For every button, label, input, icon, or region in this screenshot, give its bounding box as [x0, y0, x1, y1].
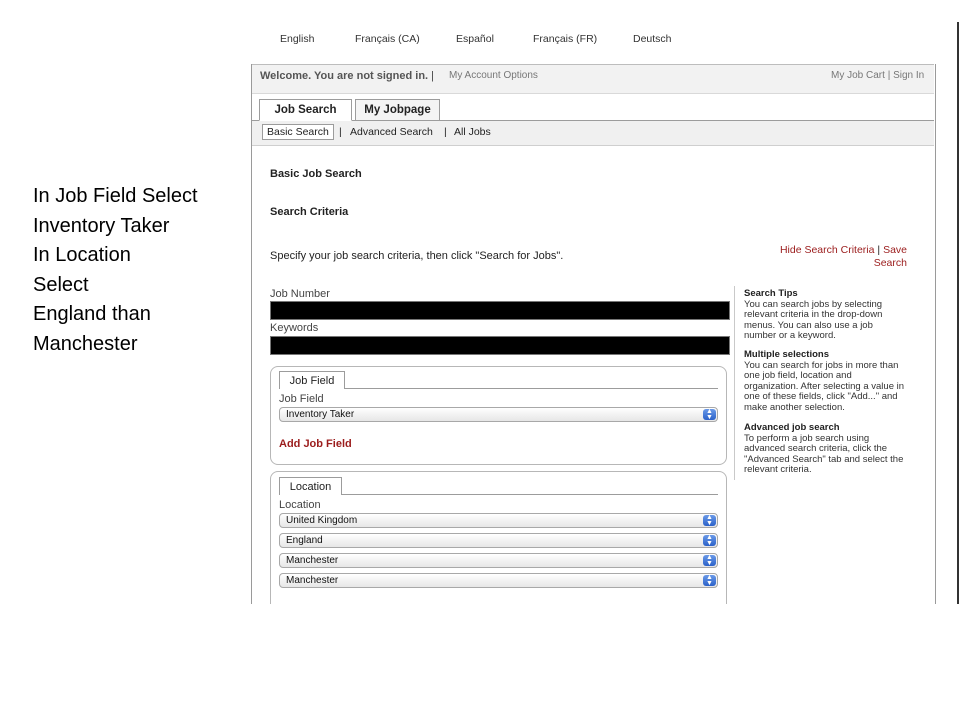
updown-arrow-icon: ▲ ▼: [703, 575, 716, 586]
tab-job-search[interactable]: Job Search: [259, 99, 352, 121]
tip-title: Multiple selections: [744, 349, 829, 360]
subtab-all-jobs[interactable]: All Jobs: [454, 126, 491, 138]
welcome-message: [260, 70, 434, 82]
account-options-link[interactable]: My Account Options: [449, 70, 538, 81]
tip-line: You can search jobs by selecting: [744, 298, 883, 310]
welcome-text: Welcome. You are not signed in.: [260, 70, 429, 82]
instruction-line: Manchester: [33, 332, 138, 355]
updown-arrow-icon: ▲ ▼: [703, 555, 716, 566]
hide-criteria-link[interactable]: Hide Search Criteria: [779, 244, 875, 256]
search-tips-block: [744, 289, 922, 342]
tip-line: organization. After selecting a value in: [744, 380, 905, 392]
page-title: Basic Job Search: [270, 168, 362, 180]
updown-arrow-icon: ▲ ▼: [703, 515, 716, 526]
tip-line: make another selection.: [744, 401, 845, 413]
country-value: United Kingdom: [286, 515, 358, 526]
language-french-ca-link[interactable]: Français (CA): [355, 33, 420, 45]
language-english-link[interactable]: English: [280, 33, 315, 45]
search-criteria-links: [774, 244, 907, 270]
window-edge: [957, 22, 959, 604]
tab-my-jobpage[interactable]: My Jobpage: [355, 99, 440, 120]
header-links: [831, 70, 924, 81]
subtab-basic-search[interactable]: Basic Search: [262, 124, 334, 140]
language-german-link[interactable]: Deutsch: [633, 33, 672, 45]
separator: |: [444, 126, 447, 138]
tip-line: To perform a job search using: [744, 432, 870, 444]
save-search-link[interactable]: Save Search: [873, 244, 907, 269]
tip-line: advanced search criteria, click the: [744, 443, 888, 455]
multiple-selections-block: [744, 350, 922, 414]
instruction-note: [33, 182, 238, 359]
tip-line: relevant criteria in the drop-down: [744, 309, 883, 321]
updown-arrow-icon: ▲ ▼: [703, 535, 716, 546]
region-value: England: [286, 535, 323, 546]
subtab-advanced-search[interactable]: Advanced Search: [350, 126, 433, 138]
add-job-field-link[interactable]: Add Job Field: [279, 438, 352, 450]
job-number-label: Job Number: [270, 288, 330, 300]
separator: |: [877, 244, 881, 256]
instruction-line: Inventory Taker: [33, 214, 170, 237]
region-select[interactable]: [279, 533, 718, 548]
updown-arrow-icon: ▲ ▼: [703, 409, 716, 420]
sign-in-link[interactable]: Sign In: [893, 70, 925, 81]
keywords-input[interactable]: [270, 336, 730, 355]
tip-line: You can search for jobs in more than: [744, 359, 899, 371]
tip-line: relevant criteria.: [744, 464, 812, 476]
section-heading: Search Criteria: [270, 206, 349, 218]
tab-underline: [345, 388, 718, 389]
tip-line: "Advanced Search" tab and select the: [744, 453, 904, 465]
bottom-margin: [240, 604, 960, 720]
instruction-line: In Job Field Select: [33, 185, 198, 207]
separator: |: [431, 70, 435, 82]
country-select[interactable]: [279, 513, 718, 528]
tip-title: Search Tips: [744, 288, 798, 299]
advanced-search-tip-block: [744, 423, 922, 476]
language-french-fr-link[interactable]: Français (FR): [533, 33, 598, 45]
tab-underline: [342, 494, 718, 495]
job-field-value: Inventory Taker: [286, 409, 355, 420]
city-value: Manchester: [286, 555, 339, 566]
instruction-line: Select: [33, 273, 89, 296]
tip-line: menus. You can also use a job: [744, 319, 873, 331]
city-select[interactable]: [279, 553, 718, 568]
job-field-select[interactable]: [279, 407, 718, 422]
language-spanish-link[interactable]: Español: [456, 33, 494, 45]
tip-line: one of these fields, click "Add..." and: [744, 391, 898, 403]
instruction-text: Specify your job search criteria, then click "Search for Jobs".: [270, 250, 564, 262]
separator: |: [339, 126, 342, 138]
job-number-input[interactable]: [270, 301, 730, 320]
job-field-label: Job Field: [279, 393, 324, 405]
tips-divider: [734, 286, 735, 480]
tip-line: number or a keyword.: [744, 330, 836, 342]
keywords-label: Keywords: [270, 322, 319, 334]
city-area-select[interactable]: [279, 573, 718, 588]
job-cart-link[interactable]: My Job Cart: [831, 70, 885, 81]
instruction-line: In Location: [33, 244, 131, 266]
tip-title: Advanced job search: [744, 422, 840, 433]
city-area-value: Manchester: [286, 575, 339, 586]
instruction-line: England than: [33, 303, 151, 325]
location-label: Location: [279, 499, 321, 511]
separator: |: [887, 70, 891, 81]
job-field-tab[interactable]: Job Field: [279, 371, 345, 389]
location-tab[interactable]: Location: [279, 477, 342, 495]
tip-line: one job field, location and: [744, 370, 852, 382]
